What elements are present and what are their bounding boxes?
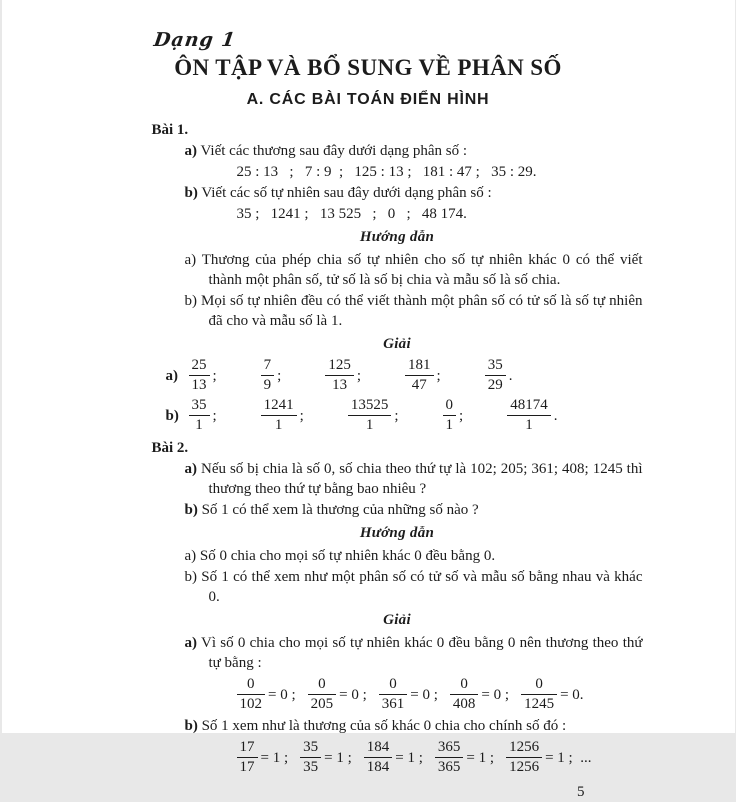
fraction-after-text: ; [212, 367, 217, 384]
question-text: Số 1 có thể xem là thương của những số nào ? [201, 502, 479, 518]
fraction-numerator: 184 [364, 739, 393, 758]
fraction [521, 676, 557, 713]
exercise-2-guidance-b [152, 567, 643, 607]
exercise-1-heading: Bài 1. [151, 122, 189, 138]
fraction-numerator: 125 [325, 357, 354, 376]
fraction-numerator: 0 [450, 676, 479, 695]
fraction [237, 739, 258, 776]
fraction-after-text: = 0. [560, 686, 584, 703]
fraction-after-text: = 0 ; [268, 686, 296, 703]
exercise-2-guidance-a [152, 546, 643, 566]
fraction-denominator: 361 [381, 696, 405, 712]
fraction [189, 357, 210, 394]
fraction [261, 357, 275, 394]
fraction-item [261, 357, 282, 394]
fraction-denominator: 1 [274, 417, 283, 433]
exercise-1-solution-row-b [152, 397, 643, 434]
fraction-after-text: = 1 ; ... [545, 749, 592, 766]
fraction-denominator: 29 [487, 377, 503, 393]
fraction-denominator: 13 [191, 377, 207, 393]
fraction [325, 357, 354, 394]
item-label: a) [184, 143, 197, 159]
fraction-numerator: 0 [308, 676, 337, 695]
fraction-item [521, 676, 583, 713]
item-label: b) [184, 293, 197, 309]
fraction-numerator: 35 [189, 397, 210, 416]
fraction-denominator: 9 [263, 377, 272, 393]
fraction-numerator: 0 [521, 676, 557, 695]
fraction-list [189, 397, 558, 434]
fraction [450, 676, 479, 713]
fraction-after-text: = 1 ; [466, 749, 495, 766]
fraction-numerator: 0 [443, 397, 457, 416]
fraction [443, 397, 457, 434]
fraction-denominator: 205 [310, 696, 334, 712]
fraction-item [261, 397, 304, 434]
fraction [506, 739, 542, 776]
fraction-numerator: 13525 [348, 397, 392, 416]
fraction-numerator: 17 [237, 739, 258, 758]
solution-text: Số 1 xem như là thương của số khác 0 chia cho chính số đó : [201, 718, 567, 734]
guidance-text: Số 0 chia cho mọi số tự nhiên khác 0 đều bằng 0. [199, 548, 496, 564]
fraction-item [237, 676, 296, 713]
fraction-denominator: 1 [195, 417, 203, 433]
fraction-after-text: = 1 ; [395, 749, 423, 766]
fraction-denominator: 102 [239, 696, 262, 712]
fraction [237, 676, 266, 713]
row-label: b) [165, 407, 179, 424]
fraction-denominator: 184 [366, 759, 390, 775]
item-label: b) [184, 185, 198, 201]
fraction-list [152, 739, 592, 776]
item-label: a) [184, 461, 197, 477]
fraction-item [379, 676, 438, 713]
fraction-after-text: ; [277, 367, 282, 384]
solution-text: Vì số 0 chia cho mọi số tự nhiên khác 0 đều bằng 0 nên thương theo thứ tự bằng : [201, 635, 643, 671]
solution-heading: Giải [383, 336, 411, 352]
guidance-text: Số 1 có thể xem như một phân số có tử số và mẫu số bằng nhau và khác 0. [201, 569, 643, 605]
fraction-after-text: ; [459, 407, 464, 424]
exercise-1-solution-row-a [152, 357, 643, 394]
question-text: Viết các số tự nhiên sau đây dưới dạng phân số : [201, 185, 492, 201]
item-label: b) [184, 569, 197, 585]
question-text: Viết các thương sau đây dưới dạng phân số : [200, 143, 468, 159]
item-label: a) [184, 548, 197, 564]
guidance-heading: Hướng dẫn [359, 525, 435, 541]
fraction-item [189, 397, 217, 434]
exercise-1-question-b [152, 183, 643, 203]
fraction-item [300, 739, 352, 776]
fraction-after-text: = 1 ; [260, 749, 289, 766]
fraction-after-text: = 0 ; [339, 686, 367, 703]
fraction-after-text: ; [212, 407, 217, 424]
fraction-denominator: 1 [365, 417, 374, 433]
fraction-numerator: 25 [189, 357, 210, 376]
fraction-numerator: 7 [261, 357, 275, 376]
item-label: a) [184, 635, 197, 651]
fraction-item [507, 397, 557, 434]
fraction-denominator: 1256 [509, 759, 540, 775]
fraction-numerator: 0 [237, 676, 266, 695]
fraction [405, 357, 434, 394]
fraction [189, 397, 210, 434]
fraction-numerator: 1256 [506, 739, 542, 758]
fraction-after-text: . [508, 367, 513, 384]
page-number: 5 [577, 784, 585, 800]
item-label: b) [184, 502, 198, 518]
fraction-item [485, 357, 513, 394]
fraction [379, 676, 408, 713]
fraction-denominator: 47 [411, 377, 427, 393]
chapter-tag: Dạng 1 [151, 29, 237, 51]
fraction-denominator: 17 [239, 759, 255, 775]
fraction [435, 739, 464, 776]
exercise-1-guidance-b [152, 291, 643, 331]
fraction-item [450, 676, 509, 713]
fraction-item [348, 397, 399, 434]
fraction-numerator: 48174 [507, 397, 551, 416]
guidance-text: Mọi số tự nhiên đều có thể viết thành một phân số có tử số là số tự nhiên đã cho và mẫu số là 1. [201, 293, 643, 329]
page-title: ÔN TẬP VÀ BỔ SUNG VỀ PHÂN SỐ [174, 55, 562, 80]
fraction-numerator: 181 [405, 357, 434, 376]
fraction-denominator: 1245 [524, 696, 555, 712]
exercise-2-solution-b-text [152, 716, 643, 736]
exercise-1-question-a [152, 141, 643, 161]
row-label: a) [165, 367, 178, 384]
solution-heading: Giải [383, 612, 411, 628]
fraction [507, 397, 551, 434]
fraction-list [189, 357, 513, 394]
exercise-1-values-b: 35 ; 1241 ; 13 525 ; 0 ; 48 174. [236, 206, 467, 222]
fraction [261, 397, 297, 434]
question-text: Nếu số bị chia là số 0, số chia theo thứ tự là 102; 205; 361; 408; 1245 thì thương theo thứ tự bằng bao nhiêu ? [200, 461, 643, 497]
fraction [308, 676, 337, 713]
fraction-item [506, 739, 591, 776]
fraction [485, 357, 506, 394]
fraction-numerator: 0 [379, 676, 408, 695]
fraction-after-text: ; [299, 407, 304, 424]
exercise-2-heading: Bài 2. [151, 440, 189, 456]
item-label: b) [184, 718, 198, 734]
exercise-2-solution-row-b [152, 739, 643, 776]
fraction-item [189, 357, 217, 394]
fraction-denominator: 365 [437, 759, 461, 775]
fraction-item [405, 357, 441, 394]
fraction-after-text: = 1 ; [324, 749, 352, 766]
fraction-item [443, 397, 464, 434]
fraction-denominator: 35 [303, 759, 319, 775]
fraction-after-text: ; [394, 407, 399, 424]
fraction-denominator: 13 [332, 377, 348, 393]
fraction-list [152, 676, 584, 713]
item-label: a) [184, 252, 197, 268]
exercise-1-guidance-a [152, 250, 643, 290]
guidance-heading: Hướng dẫn [359, 229, 435, 245]
exercise-2-solution-row-a [152, 676, 643, 713]
fraction-item [435, 739, 494, 776]
fraction-after-text: = 0 ; [410, 686, 438, 703]
page-content [152, 120, 643, 802]
guidance-text: Thương của phép chia số tự nhiên cho số tự nhiên khác 0 có thể viết thành một phân số, tử số là số bị chia và mẫu số là số chia. [201, 252, 643, 288]
fraction-item [237, 739, 289, 776]
fraction-after-text: . [553, 407, 558, 424]
fraction-after-text: ; [356, 367, 362, 384]
fraction-numerator: 365 [435, 739, 464, 758]
fraction [364, 739, 393, 776]
exercise-2-question-b [152, 500, 643, 520]
fraction-after-text: ; [436, 367, 441, 384]
fraction [300, 739, 321, 776]
exercise-2-solution-a-text [152, 633, 643, 673]
fraction-denominator: 1 [525, 417, 533, 433]
fraction-denominator: 1 [445, 417, 454, 433]
fraction-numerator: 35 [485, 357, 506, 376]
fraction [348, 397, 392, 434]
exercise-1-values-a: 25 : 13 ; 7 : 9 ; 125 : 13 ; 181 : 47 ; 35 : 29. [236, 164, 537, 180]
textbook-page [2, 0, 735, 800]
exercise-2-question-a [152, 459, 643, 499]
fraction-numerator: 35 [300, 739, 321, 758]
fraction-item [325, 357, 361, 394]
fraction-item [308, 676, 367, 713]
fraction-after-text: = 0 ; [481, 686, 510, 703]
fraction-numerator: 1241 [261, 397, 297, 416]
section-heading: A. CÁC BÀI TOÁN ĐIỂN HÌNH [246, 91, 490, 108]
fraction-item [364, 739, 423, 776]
fraction-denominator: 408 [452, 696, 476, 712]
